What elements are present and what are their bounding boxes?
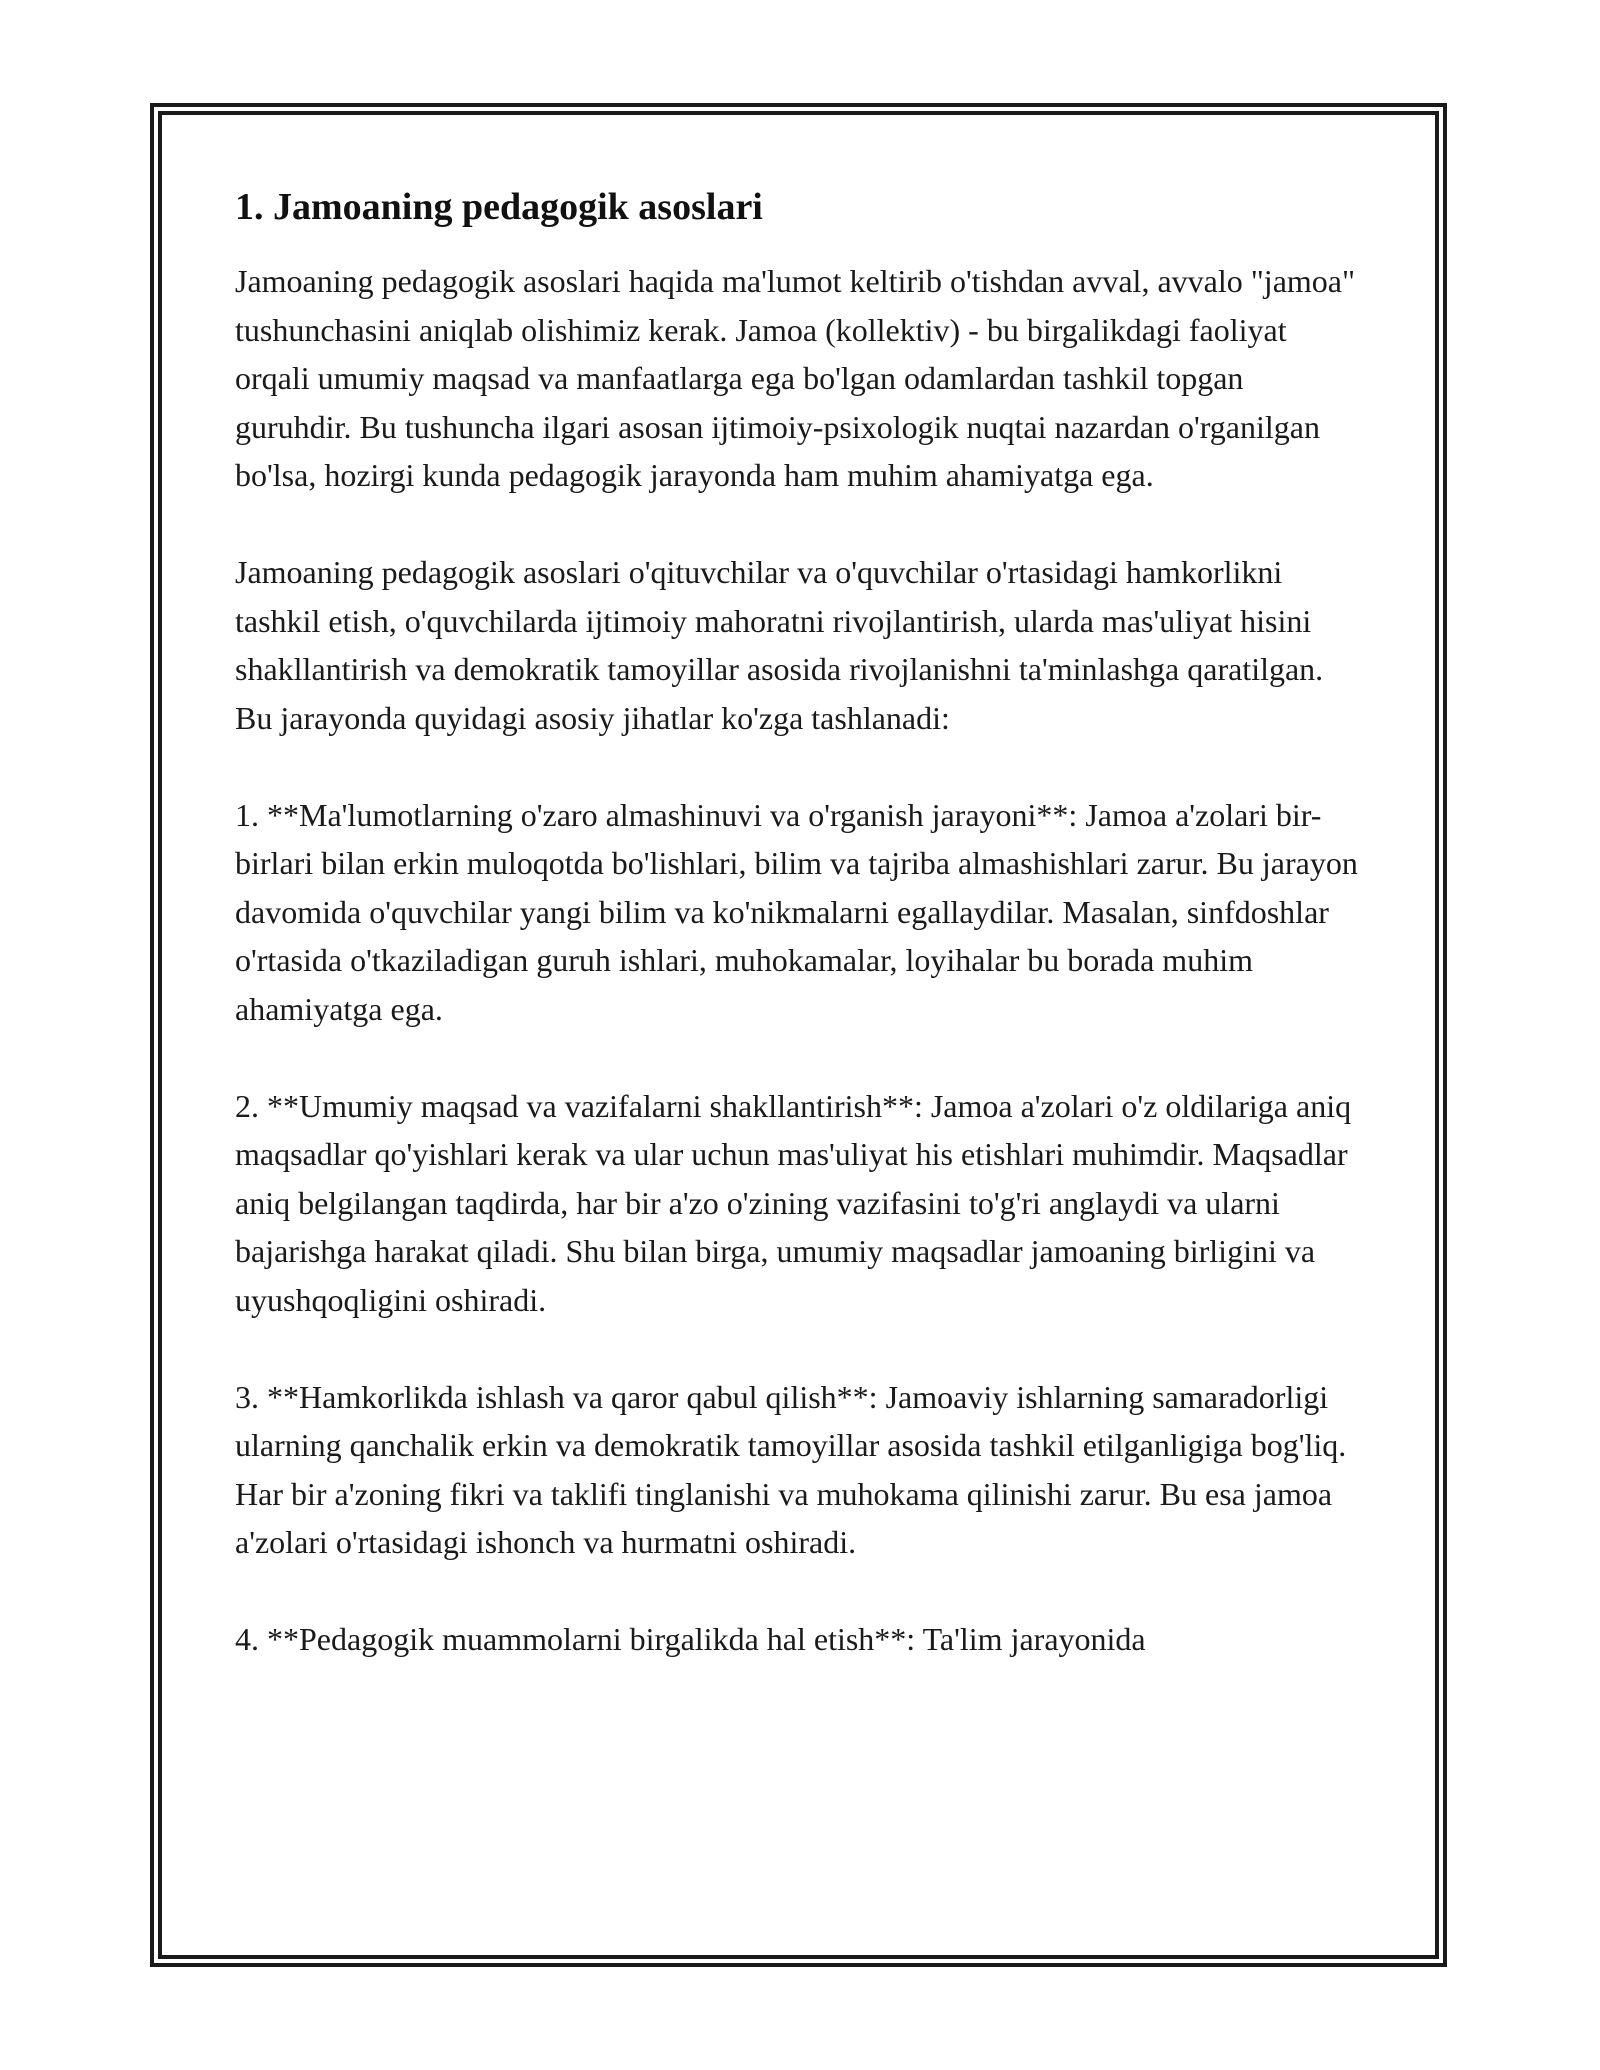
paragraph-overview: Jamoaning pedagogik asoslari o'qituvchilar va o'quvchilar o'rtasidagi hamkorlikni tashkil etish, o'quvchilarda ijtimoiy mahoratni rivojlantirish, ularda mas'uliyat hisini shakllantirish va demokratik tamoyillar asosida rivojlanishni ta'minlashga qaratilgan. Bu jarayonda quyidagi asosiy jihatlar ko'zga tashlanadi: — [235, 554, 1324, 736]
document-body — [235, 185, 1365, 1712]
section-heading: 1. Jamoaning pedagogik asoslari — [235, 186, 763, 228]
list-item-2: 2. **Umumiy maqsad va vazifalarni shakllantirish**: Jamoa a'zolari o'z oldilariga aniq maqsadlar qo'yishlari kerak va ular uchun mas'uliyat his etishlari muhimdir. Maqsadlar aniq belgilangan taqdirda, har bir a'zo o'zining vazifasini to'g'ri anglaydi va ularni bajarishga harakat qiladi. Shu bilan birga, umumiy maqsadlar jamoaning birligini va uyushqoqligini oshiradi. — [235, 1087, 1352, 1318]
list-item-4: 4. **Pedagogik muammolarni birgalikda hal etish**: Ta'lim jarayonida — [235, 1621, 1146, 1657]
paragraph-intro: Jamoaning pedagogik asoslari haqida ma'lumot keltirib o'tishdan avval, avvalo "jamoa" tushunchasini aniqlab olishimiz kerak. Jamoa (kollektiv) - bu birgalikdagi faoliyat orqali umumiy maqsad va manfaatlarga ega bo'lgan odamlardan tashkil topgan guruhdir. Bu tushuncha ilgari asosan ijtimoiy-psixologik nuqtai nazardan o'rganilgan bo'lsa, hozirgi kunda pedagogik jarayonda ham muhim ahamiyatga ega. — [235, 263, 1356, 493]
list-item-1: 1. **Ma'lumotlarning o'zaro almashinuvi va o'rganish jarayoni**: Jamoa a'zolari bir-birlari bilan erkin muloqotda bo'lishlari, bilim va tajriba almashishlari zarur. Bu jarayon davomida o'quvchilar yangi bilim va ko'nikmalarni egallaydilar. Masalan, sinfdoshlar o'rtasida o'tkaziladigan guruh ishlari, muhokamalar, loyihalar bu borada muhim ahamiyatga ega. — [235, 796, 1358, 1027]
list-item-3: 3. **Hamkorlikda ishlash va qaror qabul qilish**: Jamoaviy ishlarning samaradorligi ularning qanchalik erkin va demokratik tamoyillar asosida tashkil etilganligiga bog'liq. Har bir a'zoning fikri va taklifi tinglanishi va muhokama qilinishi zarur. Bu esa jamoa a'zolari o'rtasidagi ishonch va hurmatni oshiradi. — [235, 1378, 1347, 1560]
